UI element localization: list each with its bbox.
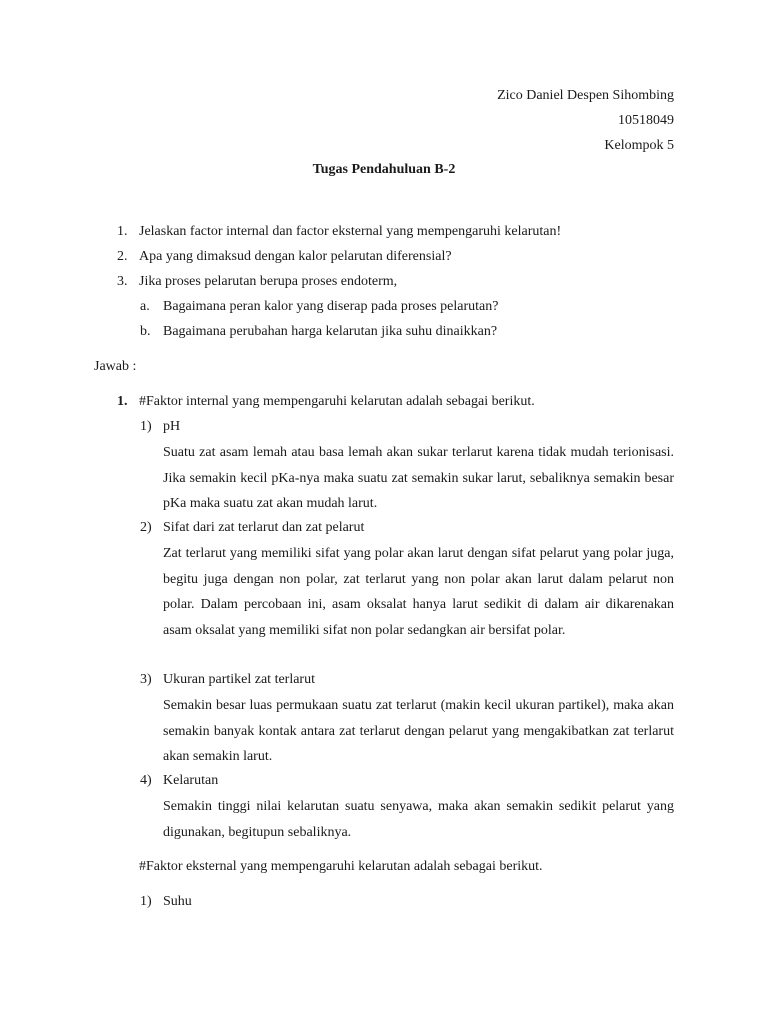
factor-heading: pH [163,419,181,434]
internal-factors-intro: #Faktor internal yang mempengaruhi kelarutan adalah sebagai berikut. [139,394,535,409]
answer-label: Jawab : [94,359,137,374]
question-number: 1. [117,224,128,239]
question-number: 3. [117,274,128,289]
document-title: Tugas Pendahuluan B-2 [312,162,456,177]
factor-number: 4) [140,773,152,788]
subquestion-text: Bagaimana peran kalor yang diserap pada proses pelarutan? [163,299,499,314]
factor-heading: Sifat dari zat terlarut dan zat pelarut [163,520,365,535]
factor-description: Semakin tinggi nilai kelarutan suatu senyawa, maka akan semakin sedikit pelarut yang digunakan, begitupun sebaliknya. [163,799,674,840]
factor-number: 3) [140,672,152,687]
answer-number: 1. [117,394,128,409]
question-text: Apa yang dimaksud dengan kalor pelarutan diferensial? [139,249,452,264]
factor-number: 1) [140,894,152,909]
question-text: Jelaskan factor internal dan factor eksternal yang mempengaruhi kelarutan! [139,224,562,239]
external-factors-intro: #Faktor eksternal yang mempengaruhi kelarutan adalah sebagai berikut. [139,859,543,874]
subquestion-text: Bagaimana perubahan harga kelarutan jika suhu dinaikkan? [163,324,498,339]
factor-heading: Suhu [163,894,192,909]
question-text: Jika proses pelarutan berupa proses endoterm, [139,274,398,289]
factor-heading: Kelarutan [163,773,219,788]
subquestion-letter: b. [140,324,151,339]
factor-heading: Ukuran partikel zat terlarut [163,672,315,687]
author-name: Zico Daniel Despen Sihombing [497,88,674,103]
factor-number: 2) [140,520,152,535]
group-label: Kelompok 5 [604,138,674,153]
factor-description: Semakin besar luas permukaan suatu zat terlarut (makin kecil ukuran partikel), maka akan semakin banyak kontak antara zat terlarut dengan pelarut yang mengakibatkan zat terlarut akan semakin larut. [163,698,674,764]
factor-number: 1) [140,419,152,434]
subquestion-letter: a. [140,299,150,314]
factor-description: Zat terlarut yang memiliki sifat yang polar akan larut dengan sifat pelarut yang polar juga, begitu juga dengan non polar, zat terlarut yang non polar akan larut dalam pelarut non polar. Dalam percobaan ini, asam oksalat hanya larut sedikit di dalam air dikarenakan asam oksalat yang memiliki sifat non polar sedangkan air bersifat polar. [163,546,674,638]
factor-description: Suatu zat asam lemah atau basa lemah akan sukar terlarut karena tidak mudah terionisasi. Jika semakin kecil pKa-nya maka suatu zat semakin sukar larut, sebaliknya semakin besar pKa maka suatu zat akan mudah larut. [163,445,674,511]
question-number: 2. [117,249,128,264]
student-id: 10518049 [618,113,674,128]
